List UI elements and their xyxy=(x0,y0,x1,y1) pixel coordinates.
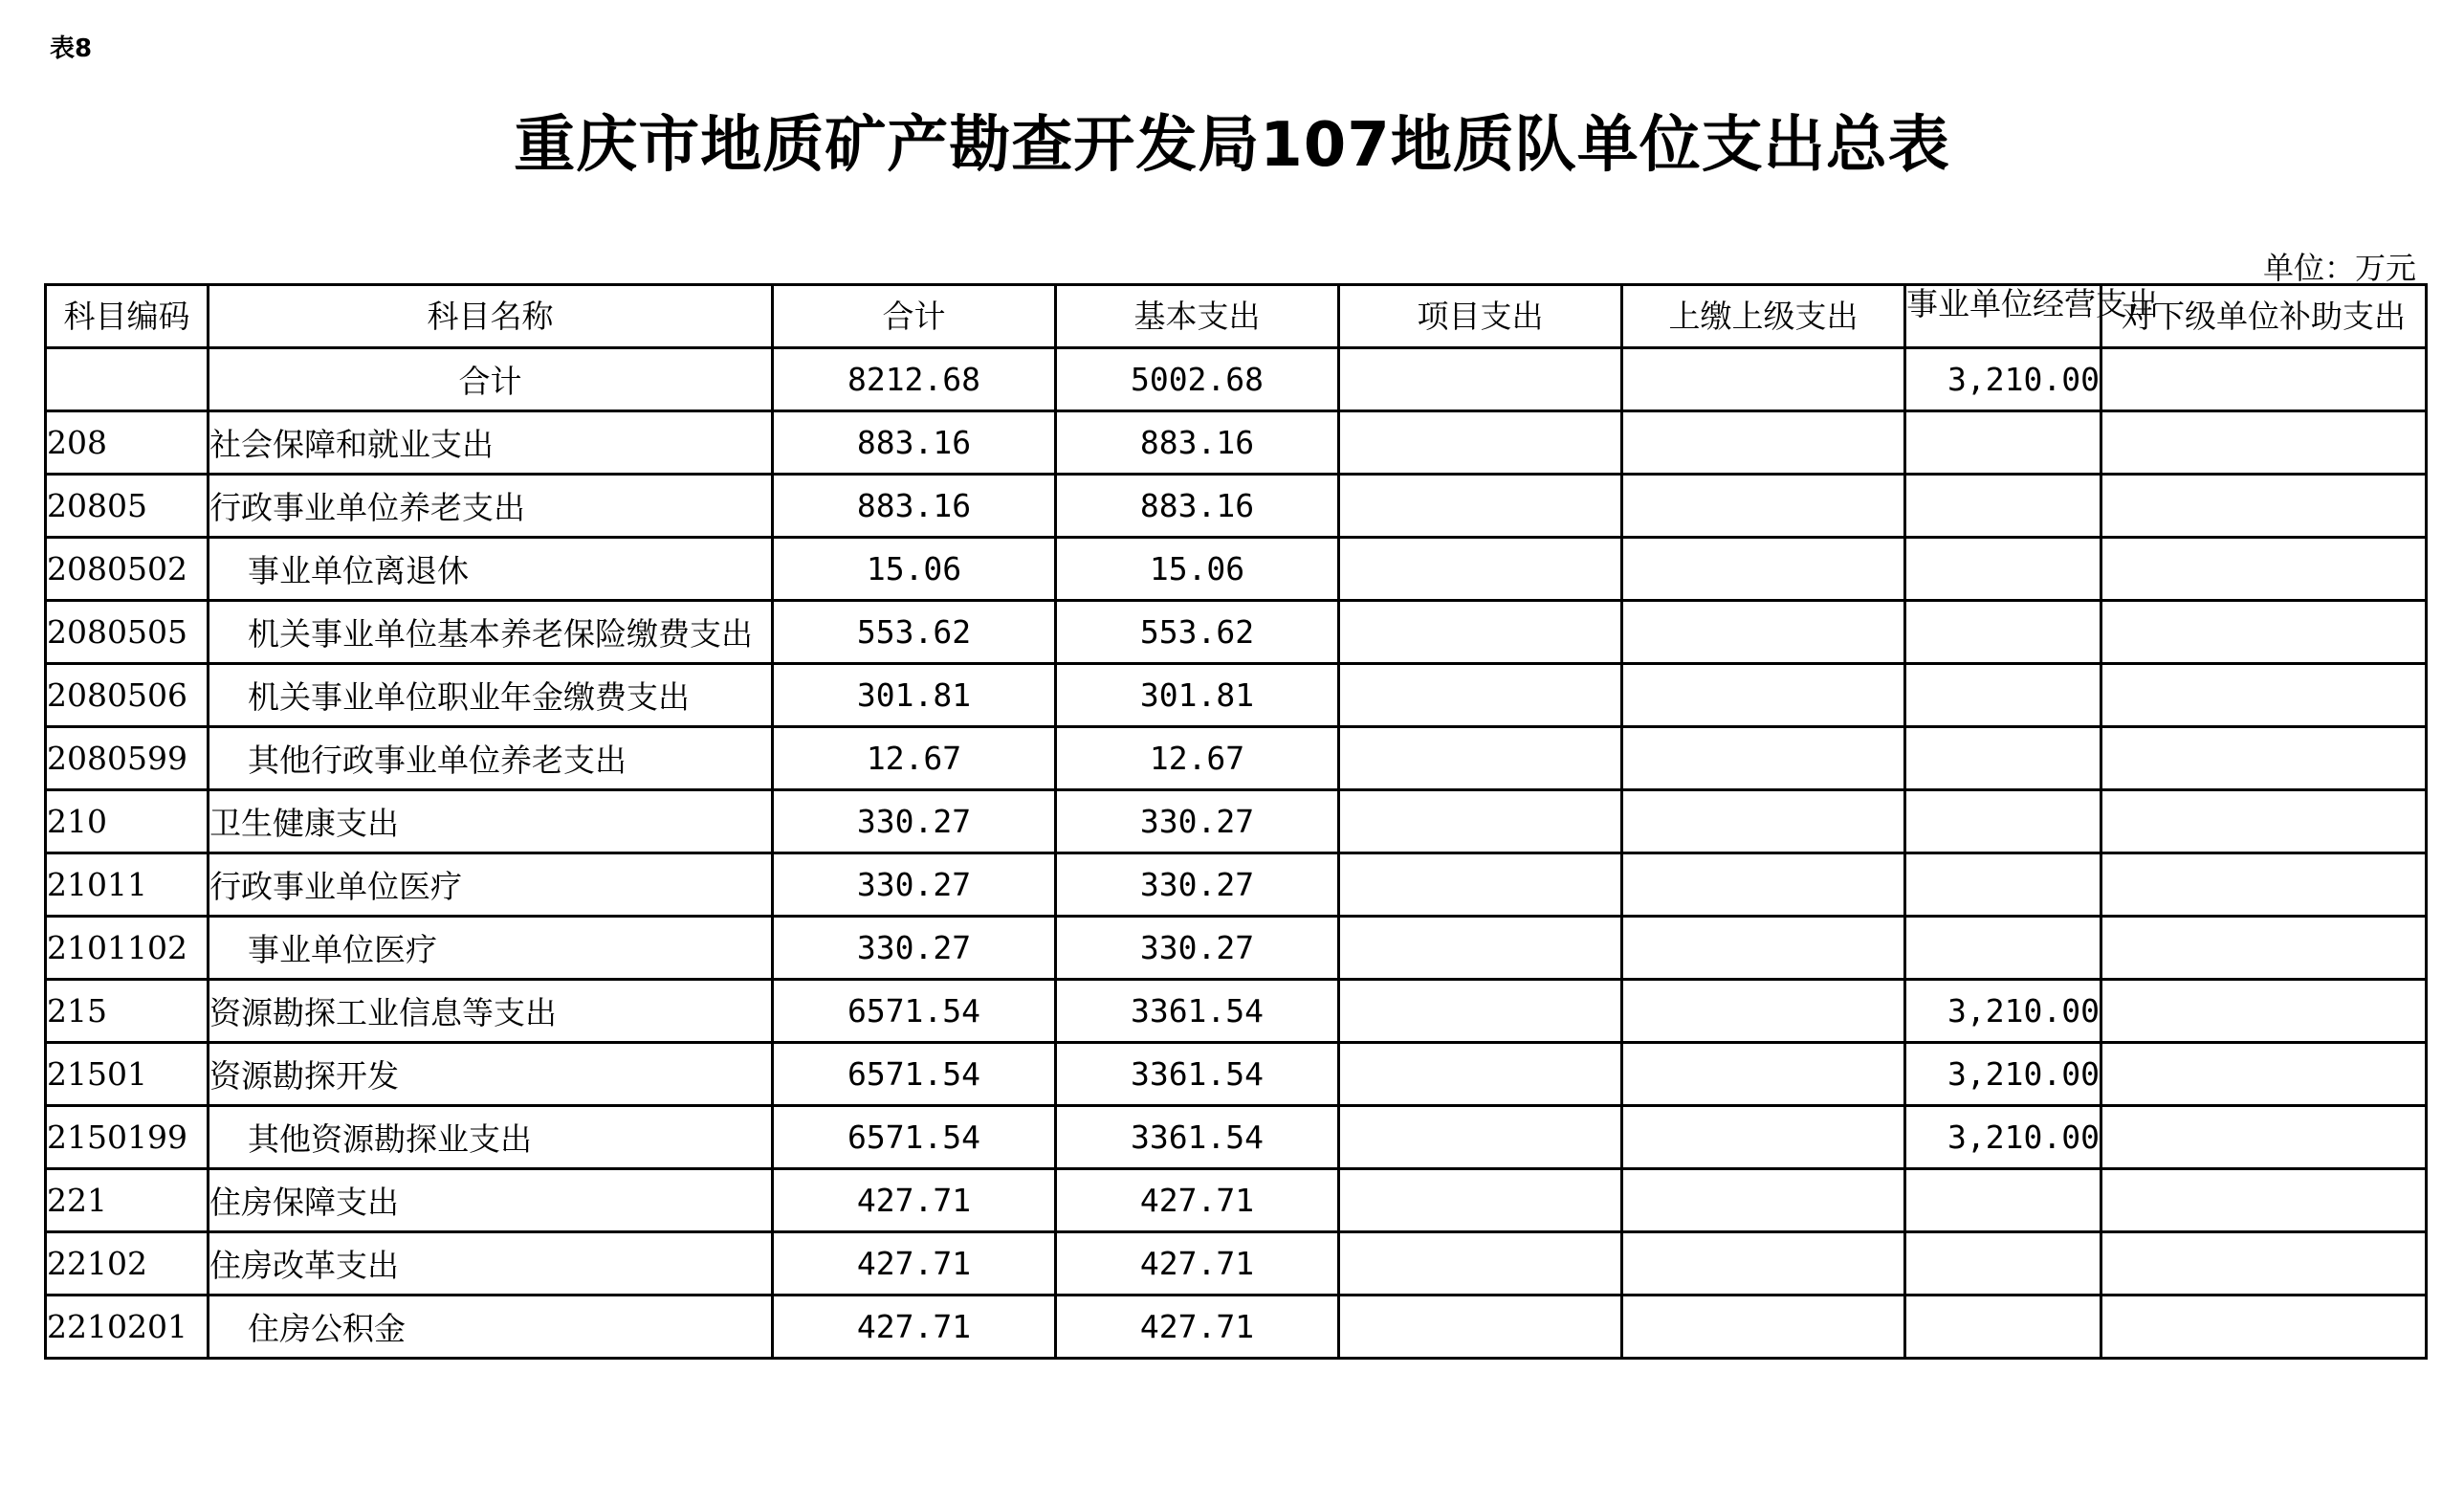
cell-code: 221 xyxy=(46,1169,209,1232)
cell-basic: 330.27 xyxy=(1056,917,1339,980)
cell-total: 553.62 xyxy=(773,601,1056,664)
cell-upper xyxy=(1622,1106,1905,1169)
header-subsidy: 对下级单位补助支出 xyxy=(2101,285,2427,348)
cell-project xyxy=(1339,1106,1622,1169)
table-row xyxy=(46,1296,2427,1359)
cell-subsidy xyxy=(2101,1169,2427,1232)
cell-basic: 3361.54 xyxy=(1056,1106,1339,1169)
cell-project xyxy=(1339,664,1622,727)
cell-total: 427.71 xyxy=(773,1296,1056,1359)
cell-name: 行政事业单位医疗 xyxy=(209,853,773,917)
cell-upper xyxy=(1622,1232,1905,1296)
cell-code: 2080506 xyxy=(46,664,209,727)
cell-code xyxy=(46,348,209,411)
cell-total: 6571.54 xyxy=(773,980,1056,1043)
cell-name: 行政事业单位养老支出 xyxy=(209,475,773,538)
cell-basic: 3361.54 xyxy=(1056,1043,1339,1106)
cell-upper xyxy=(1622,601,1905,664)
cell-name: 合计 xyxy=(209,348,773,411)
cell-basic: 15.06 xyxy=(1056,538,1339,601)
table-row xyxy=(46,538,2427,601)
cell-subsidy xyxy=(2101,1232,2427,1296)
cell-upper xyxy=(1622,1296,1905,1359)
cell-project xyxy=(1339,980,1622,1043)
cell-code: 2150199 xyxy=(46,1106,209,1169)
header-project: 项目支出 xyxy=(1339,285,1622,348)
cell-subsidy xyxy=(2101,853,2427,917)
header-row xyxy=(46,285,2427,348)
cell-basic: 883.16 xyxy=(1056,411,1339,475)
cell-subsidy xyxy=(2101,601,2427,664)
cell-upper xyxy=(1622,1043,1905,1106)
cell-business xyxy=(1905,664,2101,727)
cell-code: 2080599 xyxy=(46,727,209,790)
cell-upper xyxy=(1622,980,1905,1043)
cell-subsidy xyxy=(2101,980,2427,1043)
cell-upper xyxy=(1622,411,1905,475)
cell-business xyxy=(1905,411,2101,475)
unit-note: 单位：万元 xyxy=(2262,250,2416,286)
cell-total: 8212.68 xyxy=(773,348,1056,411)
cell-basic: 330.27 xyxy=(1056,790,1339,853)
cell-project xyxy=(1339,1043,1622,1106)
cell-code: 20805 xyxy=(46,475,209,538)
cell-subsidy xyxy=(2101,727,2427,790)
cell-upper xyxy=(1622,790,1905,853)
cell-code: 22102 xyxy=(46,1232,209,1296)
cell-code: 210 xyxy=(46,790,209,853)
header-basic: 基本支出 xyxy=(1056,285,1339,348)
cell-total: 883.16 xyxy=(773,411,1056,475)
cell-basic: 427.71 xyxy=(1056,1296,1339,1359)
cell-upper xyxy=(1622,348,1905,411)
cell-upper xyxy=(1622,917,1905,980)
header-business xyxy=(1905,284,2159,348)
cell-upper xyxy=(1622,475,1905,538)
cell-name: 其他资源勘探业支出 xyxy=(209,1106,773,1169)
table-row xyxy=(46,727,2427,790)
cell-business xyxy=(1905,1232,2101,1296)
cell-name: 卫生健康支出 xyxy=(209,790,773,853)
cell-code: 2210201 xyxy=(46,1296,209,1359)
cell-project xyxy=(1339,1169,1622,1232)
table-row xyxy=(46,853,2427,917)
cell-total: 12.67 xyxy=(773,727,1056,790)
cell-basic: 3361.54 xyxy=(1056,980,1339,1043)
header-upper: 上缴上级支出 xyxy=(1622,285,1905,348)
cell-subsidy xyxy=(2101,411,2427,475)
cell-business: 3,210.00 xyxy=(1905,1106,2101,1169)
cell-name: 资源勘探开发 xyxy=(209,1043,773,1106)
cell-total: 330.27 xyxy=(773,853,1056,917)
cell-upper xyxy=(1622,664,1905,727)
cell-code: 21501 xyxy=(46,1043,209,1106)
cell-business: 3,210.00 xyxy=(1905,980,2101,1043)
table-row xyxy=(46,411,2427,475)
table-row xyxy=(46,601,2427,664)
cell-name: 住房公积金 xyxy=(209,1296,773,1359)
table-row xyxy=(46,475,2427,538)
cell-project xyxy=(1339,411,1622,475)
cell-subsidy xyxy=(2101,790,2427,853)
cell-subsidy xyxy=(2101,1296,2427,1359)
cell-basic: 553.62 xyxy=(1056,601,1339,664)
table-row xyxy=(46,1232,2427,1296)
cell-total: 427.71 xyxy=(773,1232,1056,1296)
cell-total: 15.06 xyxy=(773,538,1056,601)
cell-subsidy xyxy=(2101,1043,2427,1106)
cell-code: 208 xyxy=(46,411,209,475)
cell-business xyxy=(1905,475,2101,538)
cell-basic: 301.81 xyxy=(1056,664,1339,727)
cell-basic: 427.71 xyxy=(1056,1169,1339,1232)
cell-subsidy xyxy=(2101,917,2427,980)
table-row xyxy=(46,790,2427,853)
cell-project xyxy=(1339,538,1622,601)
header-business-text: 事业单位经营支出 xyxy=(1906,284,2159,322)
table-body xyxy=(46,348,2427,1359)
cell-name: 事业单位医疗 xyxy=(209,917,773,980)
cell-project xyxy=(1339,727,1622,790)
cell-basic: 883.16 xyxy=(1056,475,1339,538)
cell-business xyxy=(1905,1296,2101,1359)
cell-name: 机关事业单位基本养老保险缴费支出 xyxy=(209,601,773,664)
cell-code: 2080502 xyxy=(46,538,209,601)
table-row xyxy=(46,980,2427,1043)
cell-business xyxy=(1905,727,2101,790)
cell-name: 住房保障支出 xyxy=(209,1169,773,1232)
cell-project xyxy=(1339,475,1622,538)
cell-subsidy xyxy=(2101,1106,2427,1169)
cell-business xyxy=(1905,853,2101,917)
cell-project xyxy=(1339,1296,1622,1359)
cell-total: 883.16 xyxy=(773,475,1056,538)
cell-name: 事业单位离退休 xyxy=(209,538,773,601)
cell-total: 6571.54 xyxy=(773,1043,1056,1106)
cell-basic: 427.71 xyxy=(1056,1232,1339,1296)
cell-project xyxy=(1339,853,1622,917)
cell-business xyxy=(1905,601,2101,664)
cell-total: 330.27 xyxy=(773,790,1056,853)
cell-name: 机关事业单位职业年金缴费支出 xyxy=(209,664,773,727)
cell-business xyxy=(1905,917,2101,980)
cell-project xyxy=(1339,601,1622,664)
cell-code: 2080505 xyxy=(46,601,209,664)
cell-upper xyxy=(1622,1169,1905,1232)
cell-subsidy xyxy=(2101,538,2427,601)
cell-name: 资源勘探工业信息等支出 xyxy=(209,980,773,1043)
page-title: 重庆市地质矿产勘查开发局107地质队单位支出总表 xyxy=(514,110,1950,181)
cell-total: 427.71 xyxy=(773,1169,1056,1232)
cell-business: 3,210.00 xyxy=(1905,1043,2101,1106)
cell-name: 社会保障和就业支出 xyxy=(209,411,773,475)
cell-business xyxy=(1905,1169,2101,1232)
cell-subsidy xyxy=(2101,475,2427,538)
cell-project xyxy=(1339,917,1622,980)
cell-basic: 5002.68 xyxy=(1056,348,1339,411)
table-label: 表8 xyxy=(50,34,93,63)
cell-name: 住房改革支出 xyxy=(209,1232,773,1296)
table-row xyxy=(46,1106,2427,1169)
cell-code: 2101102 xyxy=(46,917,209,980)
cell-business xyxy=(1905,790,2101,853)
total-row xyxy=(46,348,2427,411)
cell-project xyxy=(1339,1232,1622,1296)
cell-basic: 12.67 xyxy=(1056,727,1339,790)
cell-code: 21011 xyxy=(46,853,209,917)
header-code: 科目编码 xyxy=(46,285,209,348)
header-total: 合计 xyxy=(773,285,1056,348)
table-row xyxy=(46,917,2427,980)
cell-basic: 330.27 xyxy=(1056,853,1339,917)
cell-name: 其他行政事业单位养老支出 xyxy=(209,727,773,790)
table-row xyxy=(46,1043,2427,1106)
cell-subsidy xyxy=(2101,664,2427,727)
cell-subsidy xyxy=(2101,348,2427,411)
table-row xyxy=(46,664,2427,727)
expenditure-table xyxy=(44,283,2428,1360)
cell-upper xyxy=(1622,727,1905,790)
cell-project xyxy=(1339,348,1622,411)
cell-project xyxy=(1339,790,1622,853)
cell-business: 3,210.00 xyxy=(1905,348,2101,411)
cell-total: 301.81 xyxy=(773,664,1056,727)
header-name: 科目名称 xyxy=(209,285,773,348)
cell-total: 6571.54 xyxy=(773,1106,1056,1169)
cell-business xyxy=(1905,538,2101,601)
table-row xyxy=(46,1169,2427,1232)
cell-upper xyxy=(1622,853,1905,917)
cell-total: 330.27 xyxy=(773,917,1056,980)
cell-upper xyxy=(1622,538,1905,601)
cell-code: 215 xyxy=(46,980,209,1043)
